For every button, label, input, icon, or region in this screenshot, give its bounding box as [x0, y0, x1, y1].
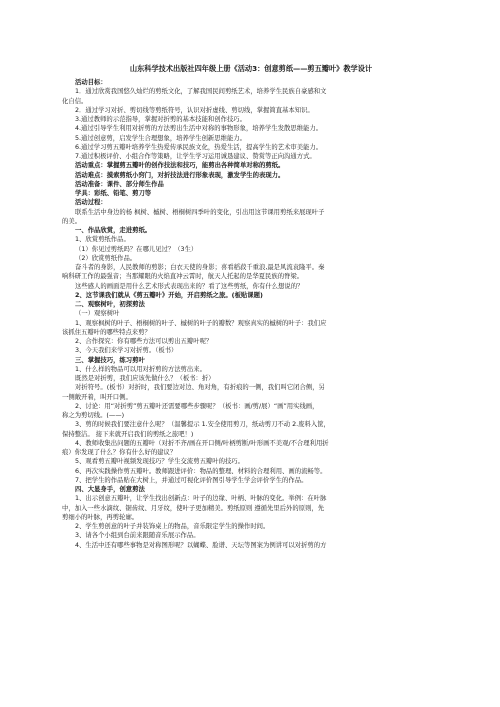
paragraph-line: 这些感人的画面是用什么艺术形式表现出来的？看了这些剪纸，你有什么想说的？	[75, 282, 304, 290]
paragraph-line: 中，加入一些水滴纹、锯齿纹、月牙纹，使叶子更加精美。剪纸原则 遵循先里后外的原则，先	[62, 504, 325, 512]
paragraph-line: 剪细小的叶脉，再剪轮廓。	[62, 513, 139, 521]
section-heading: 2、这节课我们就从《剪五瓣叶》开始，开启剪纸之旅。(板贴课题)	[75, 291, 263, 299]
document-body	[62, 78, 440, 550]
paragraph-line: 4、教师收集出问题的五瓣叶（对折不齐/画在开口侧/叶柄剪断/叶形画不美观/不合理利用折	[75, 439, 329, 447]
paragraph-line: 一侧敞开着，叫开口侧。	[62, 393, 132, 401]
document-title: 山东科学技术出版社四年级上册《活动3：创意剪纸——剪五瓣叶》教学设计	[129, 64, 373, 73]
section-heading: 四、大显身手，创意剪法	[75, 486, 145, 493]
paragraph-line: 的美。	[62, 217, 82, 225]
paragraph-line: 痕）你发现了什么？你有什么好的建议？	[62, 449, 177, 456]
section-heading: 活动目标：	[75, 79, 107, 86]
paragraph-line: 4、生活中还有哪些事物是对称图形呢？以蝴蝶、脸谱、天坛等图案为例讲可以对折剪的方	[75, 541, 327, 549]
paragraph-line: 化自信。	[62, 97, 88, 105]
paragraph-line: 3、剪的时候我们要注意什么呢？（温馨提示 1.安全使用剪刀，纸动剪刀不动 2.废料入筐，	[75, 421, 330, 429]
paragraph-line: 2、合作探究：你有哪些方法可以剪出五瓣叶呢？	[75, 338, 213, 345]
paragraph-line: 奋斗者的身影，人民教师的剪影；白衣天使的身影；喜看稻菽千重浪,最是风流袁隆平。秦	[75, 264, 325, 271]
section-heading: 学具：彩纸、铅笔、剪刀等	[75, 190, 152, 197]
section-heading: 活动过程：	[75, 199, 107, 207]
paragraph-line: 响科研工作的最强音；当那耀眼的火焰直冲云霄时，航天人托起的是华夏民族的脊梁。	[62, 273, 304, 281]
section-heading: 活动重点：掌握剪五瓣叶的创作技法和技巧，能剪出各种简单对称的剪纸。	[75, 162, 285, 170]
paragraph-line: 5、观看剪五瓣叶视频发现技巧？学生交流剪五瓣叶的技巧。	[75, 458, 244, 466]
paragraph-line: 3.通过教师的示范指导，掌握对折剪的基本技能和创作技巧。	[75, 116, 246, 123]
paragraph-line: 7、把学生的作品贴在大树上，并通过可视化评价图引导学生学会评价学生的作品。	[75, 476, 308, 484]
section-heading: 活动准备：课件、部分师生作品	[75, 180, 164, 188]
paragraph-line: 1、出示创意五瓣叶，让学生找出创新点：叶子的边缘、叶柄、叶脉的变化。举例：在叶脉	[75, 495, 327, 503]
paragraph-line: 该抓住五瓣叶的哪些特点来剪？	[62, 328, 151, 336]
section-heading: 三、掌握技巧，练习剪叶	[75, 356, 145, 364]
paragraph-line: 1．通过欣赏我国悠久灿烂的剪纸文化，了解我国民间剪纸艺术，培养学生民族自豪感和文	[75, 88, 327, 96]
paragraph-line: 联系生活中身边的杨 枫树、槭树、梧桐树四季叶的变化，引出用这节课用剪纸来展现叶子	[75, 208, 325, 216]
paragraph-line: （一）观察树叶	[75, 310, 120, 318]
paragraph-line: 5.通过创意剪，启发学生合理想象，培养学生创新思维能力。	[75, 134, 246, 142]
paragraph-line: 6.通过学习剪五瓣叶培养学生热爱传承民族文化，热爱生活，提高学生的艺术审美能力。	[75, 143, 323, 151]
paragraph-line: 7.通过积极评价、小组合作等策略，让学生学习运用诚恳建议、赞赏等正向沟通方式。	[75, 153, 316, 160]
document-page	[62, 64, 440, 550]
paragraph-line: 1、什么样的物品可以用对折剪的方法剪出来。	[75, 365, 206, 373]
paragraph-line: 3、今天我们来学习对折剪。（板书）	[75, 347, 178, 355]
paragraph-line: 2、讨论：用“对折剪”剪五瓣叶还需要哪些步骤呢？（板书：画/剪/展）“画”用实线画，	[75, 402, 319, 410]
paragraph-line: 2、学生剪创意的叶子并装饰桌上的物品，音乐限定学生的操作时间。	[75, 523, 270, 530]
paragraph-line: 保持整洁。 接下来就开启我们的剪纸之旅吧！)	[62, 430, 194, 438]
paragraph-line: （1）你见过剪纸吗？在哪儿见过？（3生）	[75, 245, 198, 253]
paragraph-line: 称之为剪切线。(——)	[62, 412, 125, 419]
paragraph-line: 既然是对折剪，我们应该先做什么？（板书：折）	[75, 375, 215, 382]
section-heading: 活动难点：摸索剪纸小窍门，对折技法进行形象表现，激发学生的表现力。	[75, 171, 285, 179]
paragraph-line: 4.通过引导学生利用对折剪的方法剪出生活中对称的事物形象，培养学生发散思维能力。	[75, 125, 323, 133]
section-heading: 一、作品欣赏，走进剪纸。	[75, 227, 152, 234]
paragraph-line: （2）欣赏剪纸作品。	[75, 254, 137, 262]
paragraph-line: 对折符号。(板书）对折时，我们要边对边、角对角，有折痕的一侧，我们叫它闭合侧，另	[75, 384, 325, 392]
section-heading: 二、观察树叶，初探剪法	[75, 301, 145, 308]
paragraph-line: 3、请各个小组到台前来跟随音乐展示作品。	[75, 532, 200, 540]
paragraph-line: 6、再次实践操作剪五瓣叶。教师跟进评价：物品的整理、材料的合理利用、画的流畅等。	[75, 467, 327, 475]
paragraph-line: 2．通过学习对折、剪切线等剪纸符号，认识对折虚线、剪切线，掌握简直基本知识。	[75, 106, 314, 114]
paragraph-line: 1、观察枫树的叶子、梧桐树的叶子、槭树的叶子的瓣数？观察真实的槭树的叶子：我们应	[75, 319, 327, 327]
paragraph-line: 1、欣赏剪纸作品。	[75, 236, 130, 244]
